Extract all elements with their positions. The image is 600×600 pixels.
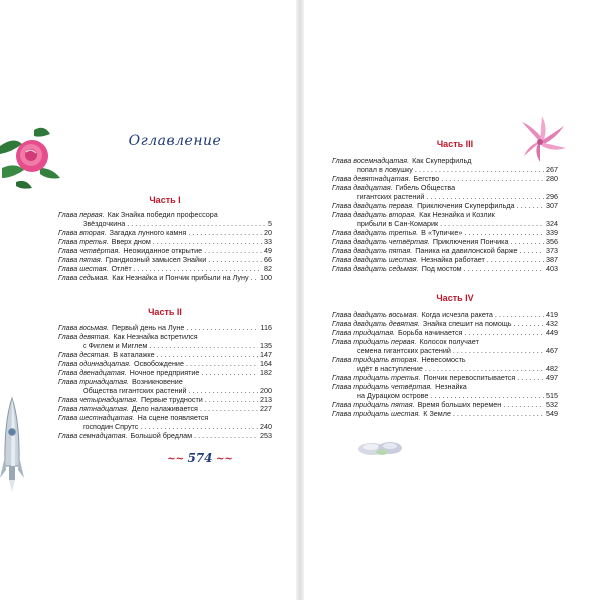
chapter-label: Глава двадцать первая.: [332, 201, 415, 210]
chapter-title: Возникновение: [132, 377, 183, 386]
chapter-title: прибыли в Сан-Комарик: [357, 219, 439, 228]
chapter-title: Дело налаживается: [131, 404, 198, 413]
chapter-label: Глава тринадцатая.: [58, 377, 129, 386]
toc-row[interactable]: [332, 264, 558, 273]
toc-row[interactable]: [332, 174, 558, 183]
chapter-title: Как Скуперфильд: [412, 156, 472, 165]
chapter-title: Приключения Скуперфильда: [417, 201, 515, 210]
toc-row[interactable]: [58, 323, 272, 332]
chapter-title: на Дурацком острове: [357, 391, 429, 400]
chapter-title: Пончик перевоспитывается: [423, 373, 516, 382]
chapter-title: На сцене появляется: [137, 413, 209, 422]
toc-row[interactable]: [58, 341, 272, 350]
chapter-label: Глава семнадцатая.: [58, 431, 128, 440]
chapter-label: Глава двадцать пятая.: [332, 246, 413, 255]
toc-row[interactable]: [58, 237, 272, 246]
toc-row[interactable]: [332, 382, 558, 391]
page-ref: 296: [546, 192, 558, 201]
dot-leader: [134, 264, 262, 273]
chapter-label: Глава тридцать третья.: [332, 373, 421, 382]
page-ref: 324: [546, 219, 558, 228]
toc-row[interactable]: [332, 156, 558, 165]
chapter-label: Глава тридцать шестая.: [332, 409, 421, 418]
toc-row[interactable]: [58, 332, 272, 341]
chapter-title: семена гигантских растений: [357, 346, 451, 355]
dot-leader: [251, 273, 258, 282]
dot-leader: [495, 310, 544, 319]
toc-row[interactable]: [332, 310, 558, 319]
chapter-label: Глава восьмая.: [58, 323, 109, 332]
chapter-title: Под мостом: [421, 264, 462, 273]
part-heading: Часть III: [436, 139, 474, 149]
toc-row[interactable]: [332, 391, 558, 400]
toc-row[interactable]: [58, 359, 272, 368]
dot-leader: [157, 350, 258, 359]
toc-row[interactable]: [332, 346, 558, 355]
chapter-title: Загадка лунного камня: [109, 228, 187, 237]
page-number: [140, 451, 260, 465]
toc-row[interactable]: [58, 228, 272, 237]
page-ref: 5: [268, 219, 272, 228]
dot-leader: [425, 364, 544, 373]
dot-leader: [453, 346, 544, 355]
page-ref: 387: [546, 255, 558, 264]
page-ref: 82: [264, 264, 272, 273]
dot-leader: [153, 237, 262, 246]
toc-row[interactable]: [58, 350, 272, 359]
chapter-title: Большой бредлам: [130, 431, 193, 440]
chapter-title: Как Незнайка и Пончик прибыли на Луну: [112, 273, 249, 282]
part-heading: Часть II: [148, 307, 182, 317]
chapter-label: Глава третья.: [58, 237, 109, 246]
page-ref: 356: [546, 237, 558, 246]
chapter-title: Как Знайка победил профессора: [107, 210, 218, 219]
chapter-label: Глава шестнадцатая.: [58, 413, 135, 422]
dot-leader: [127, 219, 266, 228]
dot-leader: [140, 422, 258, 431]
page-ref: 515: [546, 391, 558, 400]
dot-leader: [517, 201, 544, 210]
dot-leader: [186, 323, 258, 332]
dot-leader: [453, 409, 544, 418]
chapter-title: Время больших перемен: [417, 400, 502, 409]
page-ref: 164: [260, 359, 272, 368]
chapter-title: попал в ловушку: [357, 165, 413, 174]
toc-section: [58, 323, 272, 440]
chapter-label: Глава восемнадцатая.: [332, 156, 410, 165]
chapter-label: Глава двенадцатая.: [58, 368, 127, 377]
toc-row[interactable]: [332, 337, 558, 346]
chapter-label: Глава одиннадцатая.: [58, 359, 132, 368]
chapter-label: Глава двадцать восьмая.: [332, 310, 419, 319]
page-ref: 482: [546, 364, 558, 373]
chapter-title: Как Незнайка встретился: [113, 332, 198, 341]
page-ref: 20: [264, 228, 272, 237]
chapter-title: Первый день на Луне: [111, 323, 185, 332]
toc-row[interactable]: [58, 377, 272, 386]
chapter-title: Борьба начинается: [398, 328, 463, 337]
chapter-title: Первые трудности: [141, 395, 203, 404]
page-ref: 280: [546, 174, 558, 183]
chapter-title: Грандиозный замысел Знайки: [105, 255, 207, 264]
page-ref: 253: [260, 431, 272, 440]
chapter-label: Глава тридцатая.: [332, 328, 396, 337]
dot-leader: [186, 359, 258, 368]
chapter-title: с Фиглем и Миглем: [83, 341, 148, 350]
swirl-ornament-icon: ~~: [167, 454, 188, 465]
chapter-label: Глава седьмая.: [58, 273, 110, 282]
toc-row[interactable]: [332, 192, 558, 201]
book-spine: [296, 0, 304, 600]
toc-row[interactable]: [332, 201, 558, 210]
chapter-title: Неожиданное открытие: [123, 246, 203, 255]
dot-leader: [510, 237, 544, 246]
toc-row[interactable]: [58, 431, 272, 440]
page-ref: 240: [260, 422, 272, 431]
chapter-title: В каталажке: [113, 350, 155, 359]
toc-section: [332, 156, 558, 273]
dot-leader: [430, 391, 544, 400]
chapter-title: Бегство: [413, 174, 440, 183]
chapter-title: Незнайка работает: [420, 255, 485, 264]
chapter-title: гигантских растений: [357, 192, 425, 201]
toc-row[interactable]: [332, 255, 558, 264]
chapter-title: Ночное предприятие: [129, 368, 200, 377]
page-ref: 116: [260, 323, 272, 332]
toc-row[interactable]: [58, 413, 272, 422]
toc-row[interactable]: [332, 246, 558, 255]
page-ref: 339: [546, 228, 558, 237]
toc-row[interactable]: [332, 328, 558, 337]
page-ref: 419: [546, 310, 558, 319]
chapter-label: Глава девятая.: [58, 332, 111, 341]
toc-section: [58, 210, 272, 282]
page-ref: 497: [546, 373, 558, 382]
rocket-icon: [0, 396, 24, 496]
chapter-title: Звёздочкина: [83, 219, 126, 228]
toc-row[interactable]: [332, 183, 558, 192]
toc-section: [332, 310, 558, 418]
dot-leader: [464, 328, 544, 337]
toc-row[interactable]: [332, 237, 558, 246]
page-ref: 200: [260, 386, 272, 395]
chapter-title: Освобождение: [134, 359, 184, 368]
toc-row[interactable]: [332, 364, 558, 373]
dot-leader: [200, 404, 258, 413]
toc-row[interactable]: [332, 228, 558, 237]
rose-flower-icon: [0, 122, 64, 192]
page-ref: 33: [264, 237, 272, 246]
dot-leader: [520, 246, 544, 255]
page-ref: 227: [260, 404, 272, 413]
chapter-title: Общества гигантских растений: [83, 386, 187, 395]
chapter-label: Глава двадцать третья.: [332, 228, 419, 237]
toc-row[interactable]: [58, 395, 272, 404]
chapter-label: Глава вторая.: [58, 228, 107, 237]
dot-leader: [464, 228, 544, 237]
dot-leader: [441, 174, 544, 183]
page-ref: 182: [260, 368, 272, 377]
chapter-label: Глава тридцать вторая.: [332, 355, 419, 364]
toc-row[interactable]: [58, 422, 272, 431]
dot-leader: [201, 368, 258, 377]
chapter-label: Глава тридцать первая.: [332, 337, 417, 346]
dot-leader: [205, 395, 258, 404]
toc-row[interactable]: [58, 404, 272, 413]
page-ref: 267: [546, 165, 558, 174]
page-ref: 403: [546, 264, 558, 273]
chapter-label: Глава тридцать пятая.: [332, 400, 415, 409]
toc-row[interactable]: [332, 210, 558, 219]
page-ref: 373: [546, 246, 558, 255]
chapter-title: Гибель Общества: [395, 183, 456, 192]
chapter-label: Глава двадцать седьмая.: [332, 264, 419, 273]
moon-stone-icon: [356, 439, 404, 457]
dot-leader: [204, 246, 262, 255]
part-heading: Часть IV: [436, 293, 474, 303]
page-number-value: 574: [187, 451, 213, 465]
chapter-label: Глава пятнадцатая.: [58, 404, 129, 413]
chapter-label: Глава четвёртая.: [58, 246, 121, 255]
page-ref: 549: [546, 409, 558, 418]
toc-row[interactable]: [332, 400, 558, 409]
chapter-title: Приключения Пончика: [432, 237, 509, 246]
part-heading: Часть I: [149, 195, 181, 205]
chapter-label: Глава девятнадцатая.: [332, 174, 411, 183]
toc-row[interactable]: [58, 264, 272, 273]
page-ref: 100: [260, 273, 272, 282]
dot-leader: [189, 386, 258, 395]
toc-row[interactable]: [332, 219, 558, 228]
dot-leader: [194, 431, 258, 440]
toc-row[interactable]: [58, 273, 272, 282]
chapter-label: Глава десятая.: [58, 350, 111, 359]
chapter-title: Когда исчезла ракета: [421, 310, 493, 319]
page-ref: 432: [546, 319, 558, 328]
chapter-label: Глава двадцать девятая.: [332, 319, 420, 328]
toc-row[interactable]: [332, 165, 558, 174]
chapter-label: Глава двадцать шестая.: [332, 255, 418, 264]
chapter-label: Глава тридцать четвёртая.: [332, 382, 433, 391]
dot-leader: [487, 255, 544, 264]
toc-row[interactable]: [58, 386, 272, 395]
dot-leader: [464, 264, 544, 273]
page-ref: 66: [264, 255, 272, 264]
toc-row[interactable]: [58, 219, 272, 228]
dot-leader: [188, 228, 262, 237]
dot-leader: [208, 255, 262, 264]
chapter-label: Глава двадцать четвёртая.: [332, 237, 430, 246]
page-ref: 213: [260, 395, 272, 404]
toc-row[interactable]: [332, 355, 558, 364]
page-ref: 135: [260, 341, 272, 350]
chapter-label: Глава первая.: [58, 210, 105, 219]
chapter-title: идёт в наступление: [357, 364, 423, 373]
dot-leader: [426, 192, 544, 201]
chapter-title: К Земле: [423, 409, 451, 418]
chapter-label: Глава пятая.: [58, 255, 103, 264]
dot-leader: [149, 341, 258, 350]
chapter-title: господин Спрутс: [83, 422, 139, 431]
page-ref: 532: [546, 400, 558, 409]
page-ref: 449: [546, 328, 558, 337]
page-ref: 147: [260, 350, 272, 359]
toc-row[interactable]: [58, 368, 272, 377]
page-title: Оглавление: [128, 133, 222, 149]
toc-row[interactable]: [332, 409, 558, 418]
toc-row[interactable]: [58, 210, 272, 219]
chapter-title: Колосок получает: [419, 337, 479, 346]
page-ref: 49: [264, 246, 272, 255]
chapter-title: Знайка спешит на помощь: [422, 319, 512, 328]
chapter-title: Паника на давилонской барже: [415, 246, 518, 255]
chapter-label: Глава шестая.: [58, 264, 109, 273]
chapter-title: Отлёт: [111, 264, 132, 273]
chapter-title: Невесомость: [421, 355, 466, 364]
dot-leader: [440, 219, 544, 228]
dot-leader: [517, 373, 544, 382]
dot-leader: [514, 319, 545, 328]
chapter-label: Глава двадцать вторая.: [332, 210, 417, 219]
dot-leader: [503, 400, 544, 409]
dot-leader: [415, 165, 544, 174]
toc-row[interactable]: [332, 373, 558, 382]
page-ref: 307: [546, 201, 558, 210]
toc-row[interactable]: [58, 255, 272, 264]
swirl-ornament-icon: ~~: [212, 454, 233, 465]
chapter-label: Глава двадцатая.: [332, 183, 393, 192]
page-ref: 467: [546, 346, 558, 355]
chapter-title: Незнайка: [435, 382, 467, 391]
toc-row[interactable]: [332, 319, 558, 328]
chapter-title: Как Незнайка и Козлик: [419, 210, 495, 219]
toc-row[interactable]: [58, 246, 272, 255]
chapter-title: Вверх дном: [111, 237, 151, 246]
chapter-label: Глава четырнадцатая.: [58, 395, 138, 404]
chapter-title: В «Тупичке»: [421, 228, 463, 237]
